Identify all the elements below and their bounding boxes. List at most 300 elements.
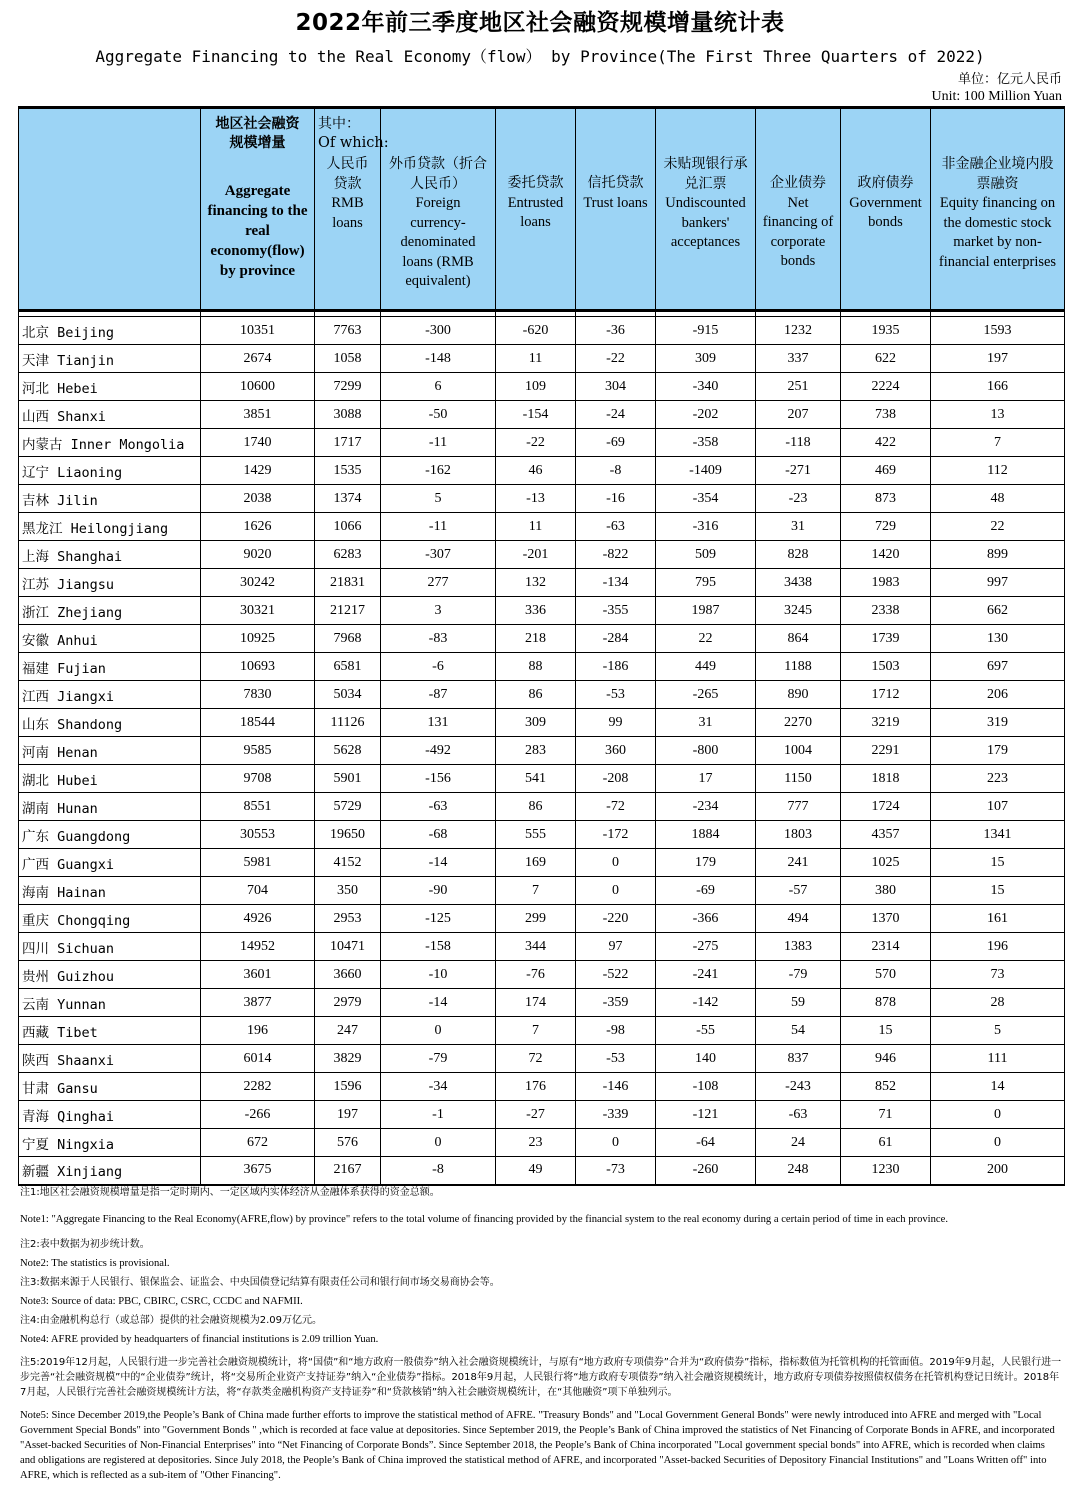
value-cell: 1935 bbox=[841, 317, 931, 345]
aggregate-header-cn: 地区社会融资 规模增量 bbox=[215, 116, 300, 151]
table-row bbox=[19, 457, 1065, 485]
value-cell: 218 bbox=[496, 625, 576, 653]
value-cell: -53 bbox=[576, 681, 656, 709]
province-name-cell: 贵州 Guizhou bbox=[19, 961, 201, 989]
value-cell: 1596 bbox=[315, 1073, 381, 1101]
value-cell: -202 bbox=[656, 401, 756, 429]
value-cell: 1987 bbox=[656, 597, 756, 625]
value-cell: 5628 bbox=[315, 737, 381, 765]
footnotes bbox=[20, 1185, 1062, 1483]
value-cell: -8 bbox=[576, 457, 656, 485]
value-cell: -36 bbox=[576, 317, 656, 345]
value-cell: -8 bbox=[381, 1157, 496, 1185]
province-name-cell: 云南 Yunnan bbox=[19, 989, 201, 1017]
value-cell: 179 bbox=[931, 737, 1065, 765]
value-cell: 350 bbox=[315, 877, 381, 905]
province-name-cell: 天津 Tianjin bbox=[19, 345, 201, 373]
value-cell: 2167 bbox=[315, 1157, 381, 1185]
province-name-cell: 吉林 Jilin bbox=[19, 485, 201, 513]
value-cell: 196 bbox=[931, 933, 1065, 961]
table-row bbox=[19, 849, 1065, 877]
value-cell: 1884 bbox=[656, 821, 756, 849]
value-cell: 7830 bbox=[201, 681, 315, 709]
province-name-cell: 广东 Guangdong bbox=[19, 821, 201, 849]
table-row bbox=[19, 317, 1065, 345]
header-province-cell bbox=[19, 108, 201, 311]
table-row bbox=[19, 597, 1065, 625]
value-cell: 10351 bbox=[201, 317, 315, 345]
value-cell: 59 bbox=[756, 989, 841, 1017]
value-cell: -11 bbox=[381, 513, 496, 541]
value-cell: 2291 bbox=[841, 737, 931, 765]
value-cell: 777 bbox=[756, 793, 841, 821]
value-cell: 15 bbox=[841, 1017, 931, 1045]
value-cell: 672 bbox=[201, 1129, 315, 1157]
unit-label-cn: 单位：亿元人民币 bbox=[957, 72, 1062, 87]
value-cell: 283 bbox=[496, 737, 576, 765]
value-cell: 30321 bbox=[201, 597, 315, 625]
value-cell: -620 bbox=[496, 317, 576, 345]
value-cell: 9020 bbox=[201, 541, 315, 569]
value-cell: 299 bbox=[496, 905, 576, 933]
value-cell: 738 bbox=[841, 401, 931, 429]
value-cell: -63 bbox=[756, 1101, 841, 1129]
value-cell: 130 bbox=[931, 625, 1065, 653]
value-cell: 304 bbox=[576, 373, 656, 401]
province-name-cell: 浙江 Zhejiang bbox=[19, 597, 201, 625]
value-cell: 21217 bbox=[315, 597, 381, 625]
value-cell: 6283 bbox=[315, 541, 381, 569]
value-cell: 3088 bbox=[315, 401, 381, 429]
value-cell: 1429 bbox=[201, 457, 315, 485]
value-cell: -358 bbox=[656, 429, 756, 457]
header-row bbox=[19, 108, 1065, 311]
page-title: 2022年前三季度地区社会融资规模增量统计表 bbox=[295, 10, 785, 36]
page-subtitle: Aggregate Financing to the Real Economy（flow） by Province(The First Three Quarters of 2022) bbox=[95, 47, 985, 66]
value-cell: 23 bbox=[496, 1129, 576, 1157]
value-cell: 337 bbox=[756, 345, 841, 373]
header-equity-financing-cell bbox=[931, 108, 1065, 311]
value-cell: 2314 bbox=[841, 933, 931, 961]
value-cell: 200 bbox=[931, 1157, 1065, 1185]
table-row bbox=[19, 429, 1065, 457]
value-cell: 179 bbox=[656, 849, 756, 877]
value-cell: 0 bbox=[931, 1101, 1065, 1129]
value-cell: 1717 bbox=[315, 429, 381, 457]
value-cell: 176 bbox=[496, 1073, 576, 1101]
value-cell: 2979 bbox=[315, 989, 381, 1017]
value-cell: 873 bbox=[841, 485, 931, 513]
value-cell: -6 bbox=[381, 653, 496, 681]
value-cell: 10471 bbox=[315, 933, 381, 961]
value-cell: -108 bbox=[656, 1073, 756, 1101]
province-name-cell: 河南 Henan bbox=[19, 737, 201, 765]
value-cell: 9585 bbox=[201, 737, 315, 765]
province-name-cell: 江苏 Jiangsu bbox=[19, 569, 201, 597]
value-cell: 5 bbox=[931, 1017, 1065, 1045]
value-cell: 18544 bbox=[201, 709, 315, 737]
value-cell: -208 bbox=[576, 765, 656, 793]
table-row bbox=[19, 541, 1065, 569]
value-cell: 49 bbox=[496, 1157, 576, 1185]
value-cell: -915 bbox=[656, 317, 756, 345]
value-cell: -13 bbox=[496, 485, 576, 513]
value-cell: -260 bbox=[656, 1157, 756, 1185]
value-cell: 5901 bbox=[315, 765, 381, 793]
value-cell: 71 bbox=[841, 1101, 931, 1129]
value-cell: 277 bbox=[381, 569, 496, 597]
value-cell: 422 bbox=[841, 429, 931, 457]
value-cell: 15 bbox=[931, 849, 1065, 877]
value-cell: 13 bbox=[931, 401, 1065, 429]
table-header bbox=[19, 108, 1065, 311]
value-cell: -154 bbox=[496, 401, 576, 429]
value-cell: 0 bbox=[931, 1129, 1065, 1157]
note-4-en: Note4: AFRE provided by headquarters of financial institutions is 2.09 trillion Yuan. bbox=[20, 1334, 379, 1345]
province-name-cell: 山东 Shandong bbox=[19, 709, 201, 737]
value-cell: 7299 bbox=[315, 373, 381, 401]
value-cell: 9708 bbox=[201, 765, 315, 793]
value-cell: 2674 bbox=[201, 345, 315, 373]
value-cell: 1370 bbox=[841, 905, 931, 933]
value-cell: 196 bbox=[201, 1017, 315, 1045]
value-cell: 622 bbox=[841, 345, 931, 373]
value-cell: 72 bbox=[496, 1045, 576, 1073]
value-cell: 1058 bbox=[315, 345, 381, 373]
province-name-cell: 湖北 Hubei bbox=[19, 765, 201, 793]
note-5-cn: 注5:2019年12月起，人民银行进一步完善社会融资规模统计，将“国债”和“地方政府一般债券”纳入社会融资规模统计，与原有“地方政府专项债券”合并为“政府债券”指标，指标数值为托管机构的托管面值。2019年9月起，人民银行进一步完善“社会融资规模”中的“企业债券”统计，将“交易所企业资产支持证券”纳入“企业债券”指标。2018年9月起，人民银行将“地方政府专项债券”纳入社会融资规模统计，地方政府专项债券按照债权债务在托管机构登记日统计。2018年7月起，人民银行完善社会融资规模统计方法，将“存款类金融机构资产支持证券”和“贷款核销”纳入社会融资规模统计，在“其他融资”项下单独列示。 bbox=[20, 1357, 1062, 1398]
value-cell: -23 bbox=[756, 485, 841, 513]
table-row bbox=[19, 905, 1065, 933]
value-cell: 852 bbox=[841, 1073, 931, 1101]
value-cell: 704 bbox=[201, 877, 315, 905]
province-name-cell: 河北 Hebei bbox=[19, 373, 201, 401]
foreign-loans-header: 外币贷款（折合 人民币） Foreign currency- denominated loans (RMB equivalent) bbox=[389, 156, 487, 289]
value-cell: 3851 bbox=[201, 401, 315, 429]
value-cell: -492 bbox=[381, 737, 496, 765]
value-cell: 3829 bbox=[315, 1045, 381, 1073]
value-cell: -68 bbox=[381, 821, 496, 849]
value-cell: 99 bbox=[576, 709, 656, 737]
table-row bbox=[19, 569, 1065, 597]
value-cell: 1383 bbox=[756, 933, 841, 961]
note-3-en: Note3: Source of data: PBC, CBIRC, CSRC, CCDC and NAFMII. bbox=[20, 1296, 303, 1307]
value-cell: 251 bbox=[756, 373, 841, 401]
province-name-cell: 黑龙江 Heilongjiang bbox=[19, 513, 201, 541]
value-cell: -27 bbox=[496, 1101, 576, 1129]
value-cell: -34 bbox=[381, 1073, 496, 1101]
value-cell: 344 bbox=[496, 933, 576, 961]
value-cell: 22 bbox=[656, 625, 756, 653]
value-cell: 161 bbox=[931, 905, 1065, 933]
value-cell: 1983 bbox=[841, 569, 931, 597]
value-cell: 0 bbox=[576, 877, 656, 905]
value-cell: 4357 bbox=[841, 821, 931, 849]
value-cell: 1004 bbox=[756, 737, 841, 765]
value-cell: 449 bbox=[656, 653, 756, 681]
value-cell: 5 bbox=[381, 485, 496, 513]
value-cell: -271 bbox=[756, 457, 841, 485]
header-corporate-bonds-cell bbox=[756, 108, 841, 311]
value-cell: 1818 bbox=[841, 765, 931, 793]
value-cell: -186 bbox=[576, 653, 656, 681]
province-name-cell: 辽宁 Liaoning bbox=[19, 457, 201, 485]
value-cell: 1626 bbox=[201, 513, 315, 541]
table-row bbox=[19, 1129, 1065, 1157]
value-cell: 206 bbox=[931, 681, 1065, 709]
government-bonds-header: 政府债券 Government bonds bbox=[849, 175, 922, 230]
value-cell: -125 bbox=[381, 905, 496, 933]
value-cell: -57 bbox=[756, 877, 841, 905]
note-4-cn: 注4:由金融机构总行（或总部）提供的社会融资规模为2.09万亿元。 bbox=[20, 1315, 322, 1326]
value-cell: -266 bbox=[201, 1101, 315, 1129]
value-cell: -14 bbox=[381, 849, 496, 877]
value-cell: 46 bbox=[496, 457, 576, 485]
value-cell: -243 bbox=[756, 1073, 841, 1101]
value-cell: 0 bbox=[576, 849, 656, 877]
value-cell: 30553 bbox=[201, 821, 315, 849]
value-cell: -90 bbox=[381, 877, 496, 905]
rmb-loans-header: 人民币 贷款 RMB loans bbox=[326, 156, 369, 231]
value-cell: 109 bbox=[496, 373, 576, 401]
value-cell: -73 bbox=[576, 1157, 656, 1185]
value-cell: 576 bbox=[315, 1129, 381, 1157]
value-cell: 878 bbox=[841, 989, 931, 1017]
entrusted-loans-header: 委托贷款 Entrusted loans bbox=[507, 175, 564, 230]
value-cell: -366 bbox=[656, 905, 756, 933]
note-2-en: Note2: The statistics is provisional. bbox=[20, 1258, 170, 1269]
value-cell: 0 bbox=[576, 1129, 656, 1157]
value-cell: 899 bbox=[931, 541, 1065, 569]
value-cell: 1374 bbox=[315, 485, 381, 513]
table-row bbox=[19, 1017, 1065, 1045]
equity-financing-header: 非金融企业境内股 票融资 Equity financing on the domestic stock market by non- financial enterprises bbox=[938, 156, 1057, 270]
value-cell: 837 bbox=[756, 1045, 841, 1073]
value-cell: 132 bbox=[496, 569, 576, 597]
table-row bbox=[19, 625, 1065, 653]
value-cell: 14 bbox=[931, 1073, 1065, 1101]
value-cell: 7763 bbox=[315, 317, 381, 345]
value-cell: 509 bbox=[656, 541, 756, 569]
value-cell: -69 bbox=[656, 877, 756, 905]
value-cell: -79 bbox=[381, 1045, 496, 1073]
table-row bbox=[19, 1045, 1065, 1073]
value-cell: -64 bbox=[656, 1129, 756, 1157]
province-name-cell: 西藏 Tibet bbox=[19, 1017, 201, 1045]
value-cell: 111 bbox=[931, 1045, 1065, 1073]
table-row bbox=[19, 765, 1065, 793]
value-cell: -142 bbox=[656, 989, 756, 1017]
value-cell: 15 bbox=[931, 877, 1065, 905]
value-cell: 997 bbox=[931, 569, 1065, 597]
value-cell: 1503 bbox=[841, 653, 931, 681]
value-cell: 241 bbox=[756, 849, 841, 877]
value-cell: 169 bbox=[496, 849, 576, 877]
value-cell: -24 bbox=[576, 401, 656, 429]
table-row bbox=[19, 1101, 1065, 1129]
value-cell: 3 bbox=[381, 597, 496, 625]
table-row bbox=[19, 737, 1065, 765]
value-cell: 494 bbox=[756, 905, 841, 933]
value-cell: -339 bbox=[576, 1101, 656, 1129]
value-cell: 2282 bbox=[201, 1073, 315, 1101]
value-cell: -83 bbox=[381, 625, 496, 653]
value-cell: -172 bbox=[576, 821, 656, 849]
table-row bbox=[19, 877, 1065, 905]
value-cell: -234 bbox=[656, 793, 756, 821]
value-cell: -134 bbox=[576, 569, 656, 597]
value-cell: -800 bbox=[656, 737, 756, 765]
value-cell: 112 bbox=[931, 457, 1065, 485]
value-cell: 0 bbox=[381, 1017, 496, 1045]
note-1-en: Note1: "Aggregate Financing to the Real Economy(AFRE,flow) by province" refers to the total volume of financing provided by the financial system to the real economy during a certain period of time in each province. bbox=[20, 1214, 948, 1225]
province-name-cell: 福建 Fujian bbox=[19, 653, 201, 681]
value-cell: 2338 bbox=[841, 597, 931, 625]
value-cell: 107 bbox=[931, 793, 1065, 821]
value-cell: 131 bbox=[381, 709, 496, 737]
value-cell: 729 bbox=[841, 513, 931, 541]
value-cell: 3438 bbox=[756, 569, 841, 597]
province-name-cell: 宁夏 Ningxia bbox=[19, 1129, 201, 1157]
value-cell: 3601 bbox=[201, 961, 315, 989]
value-cell: 28 bbox=[931, 989, 1065, 1017]
value-cell: 61 bbox=[841, 1129, 931, 1157]
header-acceptances-cell bbox=[656, 108, 756, 311]
value-cell: -50 bbox=[381, 401, 496, 429]
value-cell: 7 bbox=[496, 877, 576, 905]
table-body bbox=[19, 311, 1065, 1185]
value-cell: 30242 bbox=[201, 569, 315, 597]
value-cell: 555 bbox=[496, 821, 576, 849]
value-cell: 6014 bbox=[201, 1045, 315, 1073]
value-cell: 1420 bbox=[841, 541, 931, 569]
value-cell: 7968 bbox=[315, 625, 381, 653]
value-cell: -1409 bbox=[656, 457, 756, 485]
value-cell: -241 bbox=[656, 961, 756, 989]
province-name-cell: 陕西 Shaanxi bbox=[19, 1045, 201, 1073]
value-cell: 73 bbox=[931, 961, 1065, 989]
value-cell: 2270 bbox=[756, 709, 841, 737]
province-name-cell: 内蒙古 Inner Mongolia bbox=[19, 429, 201, 457]
table-row bbox=[19, 513, 1065, 541]
trust-loans-header: 信托贷款 Trust loans bbox=[583, 175, 648, 211]
value-cell: -98 bbox=[576, 1017, 656, 1045]
value-cell: -300 bbox=[381, 317, 496, 345]
table-row bbox=[19, 821, 1065, 849]
value-cell: 54 bbox=[756, 1017, 841, 1045]
value-cell: -79 bbox=[756, 961, 841, 989]
province-name-cell: 广西 Guangxi bbox=[19, 849, 201, 877]
province-name-cell: 安徽 Anhui bbox=[19, 625, 201, 653]
value-cell: 1341 bbox=[931, 821, 1065, 849]
table-row bbox=[19, 653, 1065, 681]
note-2-cn: 注2:表中数据为初步统计数。 bbox=[20, 1239, 150, 1250]
province-name-cell: 湖南 Hunan bbox=[19, 793, 201, 821]
province-name-cell: 上海 Shanghai bbox=[19, 541, 201, 569]
header-aggregate-cell bbox=[201, 108, 315, 311]
value-cell: -63 bbox=[381, 793, 496, 821]
table-row bbox=[19, 1157, 1065, 1185]
value-cell: 2953 bbox=[315, 905, 381, 933]
value-cell: -22 bbox=[496, 429, 576, 457]
table-row bbox=[19, 401, 1065, 429]
note-3-cn: 注3:数据来源于人民银行、银保监会、证监会、中央国债登记结算有限责任公司和银行间市场交易商协会等。 bbox=[20, 1277, 500, 1288]
note-1-cn: 注1:地区社会融资规模增量是指一定时期内、一定区域内实体经济从金融体系获得的资金总额。 bbox=[20, 1187, 440, 1198]
province-name-cell: 北京 Beijing bbox=[19, 317, 201, 345]
table-row bbox=[19, 681, 1065, 709]
province-name-cell: 海南 Hainan bbox=[19, 877, 201, 905]
value-cell: 1712 bbox=[841, 681, 931, 709]
province-name-cell: 山西 Shanxi bbox=[19, 401, 201, 429]
province-name-cell: 江西 Jiangxi bbox=[19, 681, 201, 709]
value-cell: 3245 bbox=[756, 597, 841, 625]
value-cell: 360 bbox=[576, 737, 656, 765]
value-cell: -76 bbox=[496, 961, 576, 989]
value-cell: 946 bbox=[841, 1045, 931, 1073]
value-cell: 7 bbox=[496, 1017, 576, 1045]
value-cell: 828 bbox=[756, 541, 841, 569]
value-cell: 7 bbox=[931, 429, 1065, 457]
value-cell: 48 bbox=[931, 485, 1065, 513]
value-cell: 336 bbox=[496, 597, 576, 625]
value-cell: 207 bbox=[756, 401, 841, 429]
value-cell: 5034 bbox=[315, 681, 381, 709]
value-cell: 10925 bbox=[201, 625, 315, 653]
value-cell: 97 bbox=[576, 933, 656, 961]
value-cell: 309 bbox=[656, 345, 756, 373]
value-cell: 11 bbox=[496, 345, 576, 373]
value-cell: 31 bbox=[656, 709, 756, 737]
value-cell: 197 bbox=[931, 345, 1065, 373]
value-cell: 6 bbox=[381, 373, 496, 401]
value-cell: -118 bbox=[756, 429, 841, 457]
value-cell: 1803 bbox=[756, 821, 841, 849]
value-cell: 166 bbox=[931, 373, 1065, 401]
value-cell: 248 bbox=[756, 1157, 841, 1185]
value-cell: 1230 bbox=[841, 1157, 931, 1185]
value-cell: 88 bbox=[496, 653, 576, 681]
province-name-cell: 新疆 Xinjiang bbox=[19, 1157, 201, 1185]
value-cell: 469 bbox=[841, 457, 931, 485]
value-cell: -822 bbox=[576, 541, 656, 569]
table-row bbox=[19, 1073, 1065, 1101]
value-cell: 1025 bbox=[841, 849, 931, 877]
value-cell: -162 bbox=[381, 457, 496, 485]
province-name-cell: 甘肃 Gansu bbox=[19, 1073, 201, 1101]
aggregate-header-en: Aggregate financing to the real economy(flow) by province bbox=[207, 183, 308, 279]
table-row bbox=[19, 485, 1065, 513]
financing-table-wrapper bbox=[18, 106, 1064, 1186]
value-cell: 247 bbox=[315, 1017, 381, 1045]
value-cell: 223 bbox=[931, 765, 1065, 793]
header-government-bonds-cell bbox=[841, 108, 931, 311]
value-cell: 19650 bbox=[315, 821, 381, 849]
value-cell: 17 bbox=[656, 765, 756, 793]
value-cell: 10600 bbox=[201, 373, 315, 401]
note-5-en: Note5: Since December 2019,the People’s Bank of China made further efforts to improve the statistical method of AFRE. "Treasury Bonds" and "Local Government General Bonds" were newly introduced into AFRE and merged with "Local Government Special Bonds" into "Government Bonds " ,which is recorded at face value at depositories. Since September 2019, the People’s Bank of China improved the statistics of Net Financing of Corporate Bonds in AFRE, and incorporated "Asset-backed Securities of Non-Financial Enterprises" into “Net Financing of Corporate Bonds”. Since September 2018, the People’s Bank of China incorporated "Local government special bonds" into AFRE, which is recorded when claims and obligations are registered at depositories. Since July 2018, the People’s Bank of China improved the statistical method of AFRE, and incorporated "Asset-backed Securities of Depository Financial Institutions" and "Loans Written off" into AFRE, which is reflected as a sub-item of "Other Financing". bbox=[20, 1410, 1055, 1481]
value-cell: -63 bbox=[576, 513, 656, 541]
value-cell: 890 bbox=[756, 681, 841, 709]
value-cell: 140 bbox=[656, 1045, 756, 1073]
header-rmb-loans-cell bbox=[315, 108, 389, 311]
value-cell: -22 bbox=[576, 345, 656, 373]
value-cell: -53 bbox=[576, 1045, 656, 1073]
financing-table bbox=[18, 106, 1065, 1186]
table-row bbox=[19, 989, 1065, 1017]
province-name-cell: 四川 Sichuan bbox=[19, 933, 201, 961]
value-cell: 1593 bbox=[931, 317, 1065, 345]
value-cell: 3675 bbox=[201, 1157, 315, 1185]
